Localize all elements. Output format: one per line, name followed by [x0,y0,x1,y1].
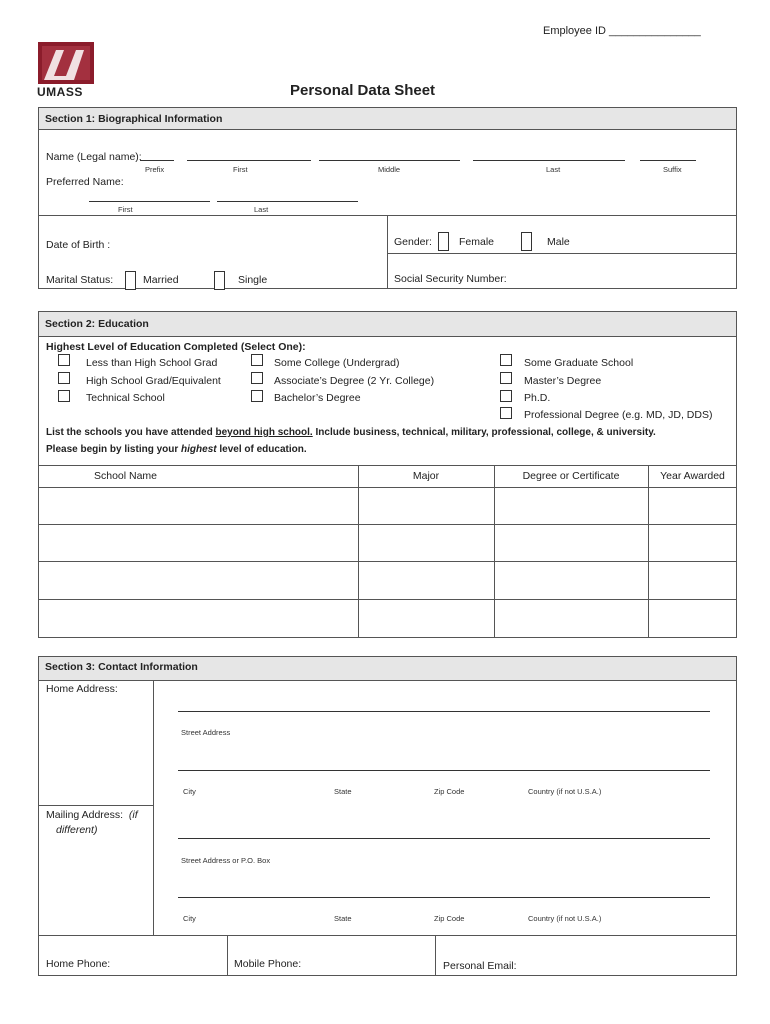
mailing-label-a: Mailing Address: [46,809,124,821]
mailing-label-b: (if [128,809,138,821]
home-city-field[interactable] [178,770,710,771]
begin-note-italic: highest [181,444,217,455]
preferred-name-label: Preferred Name: [46,176,124,188]
edu-some-grad-label: Some Graduate School [524,357,634,369]
edu-less-hs-checkbox[interactable] [58,354,70,366]
schools-note-a: List the schools you have attended [46,427,216,438]
home-country-sublabel: Country (if not U.S.A.) [528,787,602,796]
mailing-street-sublabel: Street Address or P.O. Box [181,856,271,865]
mailing-city-field[interactable] [178,897,710,898]
home-state-sublabel: State [334,787,352,796]
edu-associate-label: Associate’s Degree (2 Yr. College) [274,375,435,387]
name-sublabel-suffix: Suffix [663,165,682,174]
edu-bachelor-label: Bachelor’s Degree [274,392,361,404]
schools-note-underlined: beyond high school. [215,427,313,438]
gender-female-label: Female [459,236,495,248]
edu-less-hs-label: Less than High School Grad [86,357,218,369]
home-street-sublabel: Street Address [181,728,231,737]
mobile-phone-field[interactable] [305,950,433,972]
gender-label: Gender: [394,236,432,248]
gender-female-checkbox[interactable] [438,232,449,251]
section3-box [38,680,737,976]
employee-id-label: Employee ID _______________ [543,25,701,37]
section1-header [38,107,737,130]
marital-single-label: Single [238,274,268,286]
table-row-1-school[interactable] [39,488,358,524]
name-last-field[interactable] [473,160,625,161]
mailing-state-sublabel: State [334,914,352,923]
name-label: Name (Legal name): [46,151,142,163]
preferred-last-field[interactable] [217,201,358,202]
table-header-degree: Degree or Certificate [522,470,620,482]
edu-some-grad-checkbox[interactable] [500,354,512,366]
name-sublabel-last: Last [546,165,561,174]
section1-divider-2 [387,253,737,254]
table-row-2-school[interactable] [39,525,358,561]
home-address-label: Home Address: [46,683,118,695]
marital-status-label: Marital Status: [46,274,114,286]
begin-note-b: level of education. [216,444,307,455]
preferred-sublabel-last: Last [254,205,269,214]
edu-some-college-label: Some College (Undergrad) [274,357,400,369]
dob-label: Date of Birth : [46,239,111,251]
schools-note-b: Include business, technical, military, professional, college, & university. [312,427,656,438]
section3-label-divider [153,680,154,935]
logo-text: UMASS [37,85,83,99]
section3-header [38,656,737,681]
mailing-zip-sublabel: Zip Code [434,914,465,923]
table-top-border [38,465,737,466]
table-row-4-school[interactable] [39,600,358,637]
edu-some-college-checkbox[interactable] [251,354,263,366]
education-level-label: Highest Level of Education Completed (Select One): [46,341,306,353]
section3-heading: Section 3: Contact Information [45,661,198,673]
section1-heading: Section 1: Biographical Information [45,113,223,125]
mobile-phone-label: Mobile Phone: [234,958,302,970]
edu-bachelor-checkbox[interactable] [251,390,263,402]
edu-masters-label: Master’s Degree [524,375,602,387]
table-header-year: Year Awarded [660,470,725,482]
table-row-3-school[interactable] [39,562,358,599]
preferred-sublabel-first: First [118,205,133,214]
home-zip-sublabel: Zip Code [434,787,465,796]
edu-hs-grad-label: High School Grad/Equivalent [86,375,221,387]
phone-divider-2 [435,935,436,976]
section1-vdivider [387,215,388,289]
edu-professional-checkbox[interactable] [500,407,512,419]
edu-associate-checkbox[interactable] [251,372,263,384]
table-col-divider-2 [494,465,495,638]
preferred-first-field[interactable] [89,201,210,202]
mailing-label-c: different) [56,824,98,836]
mailing-country-sublabel: Country (if not U.S.A.) [528,914,602,923]
page-title: Personal Data Sheet [290,82,436,99]
begin-note [46,444,307,455]
begin-note-a: Please begin by listing your [46,444,182,455]
edu-professional-label: Professional Degree (e.g. MD, JD, DDS) [524,409,713,421]
phone-divider-1 [227,935,228,976]
edu-hs-grad-checkbox[interactable] [58,372,70,384]
home-street-field[interactable] [178,711,710,712]
home-phone-label: Home Phone: [46,958,111,970]
gender-male-checkbox[interactable] [521,232,532,251]
edu-phd-label: Ph.D. [524,392,551,404]
table-col-divider-1 [358,465,359,638]
section3-label-row-divider [38,805,154,806]
section3-phone-divider [38,935,737,936]
marital-married-label: Married [143,274,179,286]
home-city-sublabel: City [183,787,196,796]
mailing-different-label [56,824,97,836]
section2-heading: Section 2: Education [45,318,149,330]
ssn-label: Social Security Number: [394,273,507,285]
table-header-major: Major [412,470,440,482]
name-suffix-field[interactable] [640,160,696,161]
name-prefix-field[interactable] [140,160,174,161]
gender-male-label: Male [547,236,570,248]
edu-masters-checkbox[interactable] [500,372,512,384]
marital-married-checkbox[interactable] [125,271,136,290]
edu-technical-label: Technical School [86,392,165,404]
name-sublabel-first: First [233,165,248,174]
mailing-city-sublabel: City [183,914,196,923]
mailing-address-label [46,809,138,821]
table-col-divider-3 [648,465,649,638]
schools-note [46,427,656,438]
name-sublabel-middle: Middle [378,165,401,174]
mailing-street-field[interactable] [178,838,710,839]
name-sublabel-prefix: Prefix [145,165,165,174]
edu-technical-checkbox[interactable] [58,390,70,402]
edu-phd-checkbox[interactable] [500,390,512,402]
section2-header [38,311,737,337]
personal-email-field[interactable] [520,950,734,972]
table-header-school: School Name [93,470,158,482]
name-first-field[interactable] [187,160,311,161]
home-phone-field[interactable] [120,950,225,972]
personal-email-label: Personal Email: [443,960,517,972]
marital-single-checkbox[interactable] [214,271,225,290]
name-middle-field[interactable] [319,160,460,161]
